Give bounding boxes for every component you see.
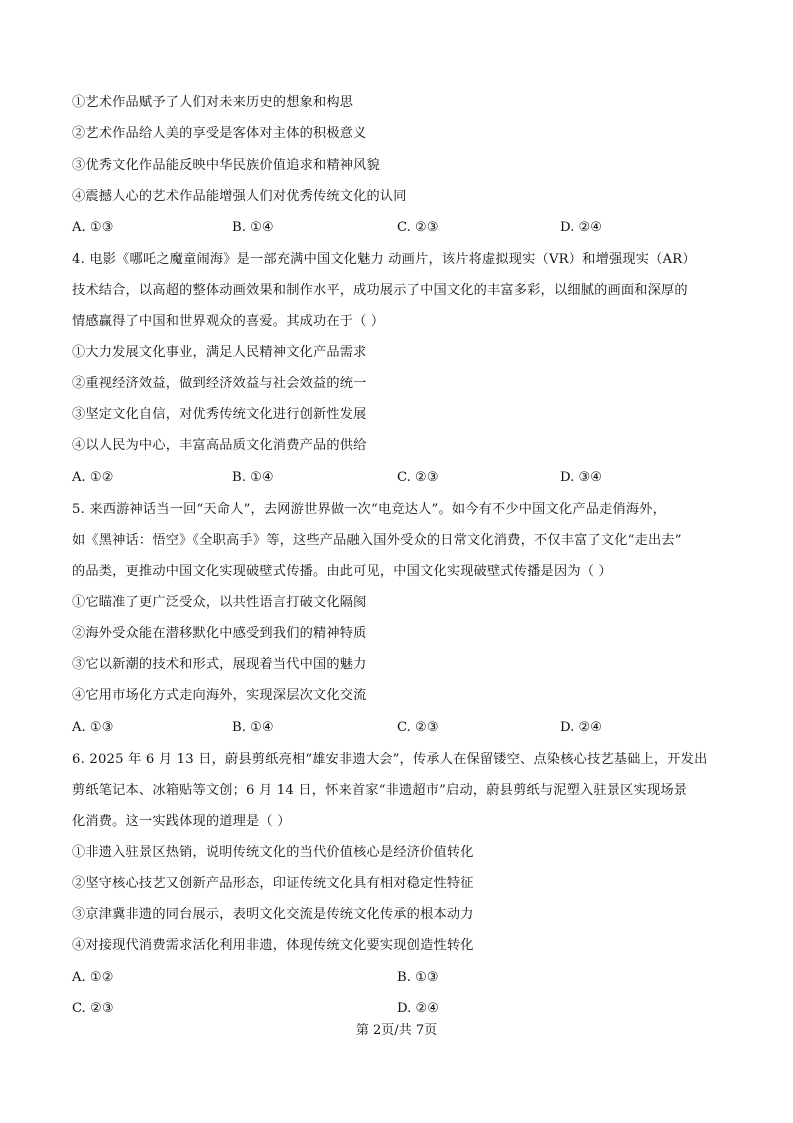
q6-stem-line-3: 化消费。这一实践体现的道理是（ ） [72, 814, 291, 829]
q5-options [72, 719, 722, 737]
q6-options-row-1 [72, 969, 722, 987]
q4-option-c[interactable]: C. ②③ [397, 470, 439, 485]
q6-stem-line-2: 剪纸笔记本、冰箱贴等文创；6 月 14 日，怀来首家“非遗超市”启动，蔚县剪纸与泥塑入驻景区实现场景 [72, 783, 688, 798]
q4-option-b[interactable]: B. ①④ [232, 470, 274, 485]
q6-stem-line-1: 6. 2025 年 6 月 13 日，蔚县剪纸亮相“雄安非遗大会”，传承人在保留镂空、点染核心技艺基础上，开发出 [72, 752, 708, 767]
q3-statement-3: ③优秀文化作品能反映中华民族价值追求和精神风貌 [72, 158, 380, 173]
q4-statement-1: ①大力发展文化事业，满足人民精神文化产品需求 [72, 345, 367, 360]
q6-statement-4: ④对接现代消费需求活化利用非遗，体现传统文化要实现创造性转化 [72, 938, 474, 953]
q5-statement-2: ②海外受众能在潜移默化中感受到我们的精神特质 [72, 626, 367, 641]
q4-stem-line-1: 4. 电影《哪吒之魔童闹海》是一部充满中国文化魅力 动画片，该片将虚拟现实（VR）和增强现实（AR） [72, 252, 696, 267]
q3-statement-4: ④震撼人心的艺术作品能增强人们对优秀传统文化的认同 [72, 189, 407, 204]
q5-option-b[interactable]: B. ①④ [232, 720, 274, 735]
q5-statement-3: ③它以新潮的技术和形式，展现着当代中国的魅力 [72, 657, 367, 672]
q4-option-d[interactable]: D. ③④ [560, 470, 603, 485]
q4-stem-line-2: 技术结合，以高超的整体动画效果和制作水平，成功展示了中国文化的丰富多彩，以细腻的画面和深厚的 [72, 283, 688, 298]
q5-option-c[interactable]: C. ②③ [397, 720, 439, 735]
q6-option-a[interactable]: A. ①② [72, 970, 114, 985]
q3-option-a[interactable]: A. ①③ [72, 220, 114, 235]
q4-statement-4: ④以人民为中心，丰富高品质文化消费产品的供给 [72, 438, 367, 453]
q5-stem-line-2: 如《黑神话：悟空》《全职高手》等，这些产品融入国外受众的日常文化消费，不仅丰富了文化“走出去” [72, 533, 682, 548]
q3-statement-2: ②艺术作品给人美的享受是客体对主体的积极意义 [72, 126, 367, 141]
q5-option-d[interactable]: D. ②④ [560, 720, 603, 735]
q5-stem-line-3: 的品类，更推动中国文化实现破壁式传播。由此可见，中国文化实现破壁式传播是因为（ ） [72, 564, 612, 579]
q6-statement-1: ①非遗入驻景区热销，说明传统文化的当代价值核心是经济价值转化 [72, 845, 474, 860]
q4-options [72, 469, 722, 487]
q6-option-c[interactable]: C. ②③ [72, 1001, 114, 1016]
q5-option-a[interactable]: A. ①③ [72, 720, 114, 735]
q4-statement-3: ③坚定文化自信，对优秀传统文化进行创新性发展 [72, 407, 367, 422]
q6-options-row-2 [72, 1000, 722, 1018]
q3-option-c[interactable]: C. ②③ [397, 220, 439, 235]
q5-statement-1: ①它瞄准了更广泛受众，以共性语言打破文化隔阂 [72, 595, 367, 610]
q4-statement-2: ②重视经济效益，做到经济效益与社会效益的统一 [72, 376, 367, 391]
q6-option-d[interactable]: D. ②④ [397, 1001, 440, 1016]
q3-option-b[interactable]: B. ①④ [232, 220, 274, 235]
q5-stem-line-1: 5. 来西游神话当一回“天命人”，去网游世界做一次“电竞达人”。如今有不少中国文化产品走俏海外， [72, 502, 667, 517]
q3-statement-1: ①艺术作品赋予了人们对未来历史的想象和构思 [72, 95, 354, 110]
q4-option-a[interactable]: A. ①② [72, 470, 114, 485]
page-number-footer: 第 2页/共 7页 [355, 1023, 438, 1038]
q5-statement-4: ④它用市场化方式走向海外，实现深层次文化交流 [72, 688, 367, 703]
q4-stem-line-3: 情感赢得了中国和世界观众的喜爱。其成功在于（ ） [72, 314, 385, 329]
q6-statement-2: ②坚守核心技艺又创新产品形态，印证传统文化具有相对稳定性特征 [72, 876, 474, 891]
q6-statement-3: ③京津冀非遗的同台展示，表明文化交流是传统文化传承的根本动力 [72, 907, 474, 922]
q6-option-b[interactable]: B. ①③ [397, 970, 439, 985]
q3-options [72, 219, 722, 237]
q3-option-d[interactable]: D. ②④ [560, 220, 603, 235]
